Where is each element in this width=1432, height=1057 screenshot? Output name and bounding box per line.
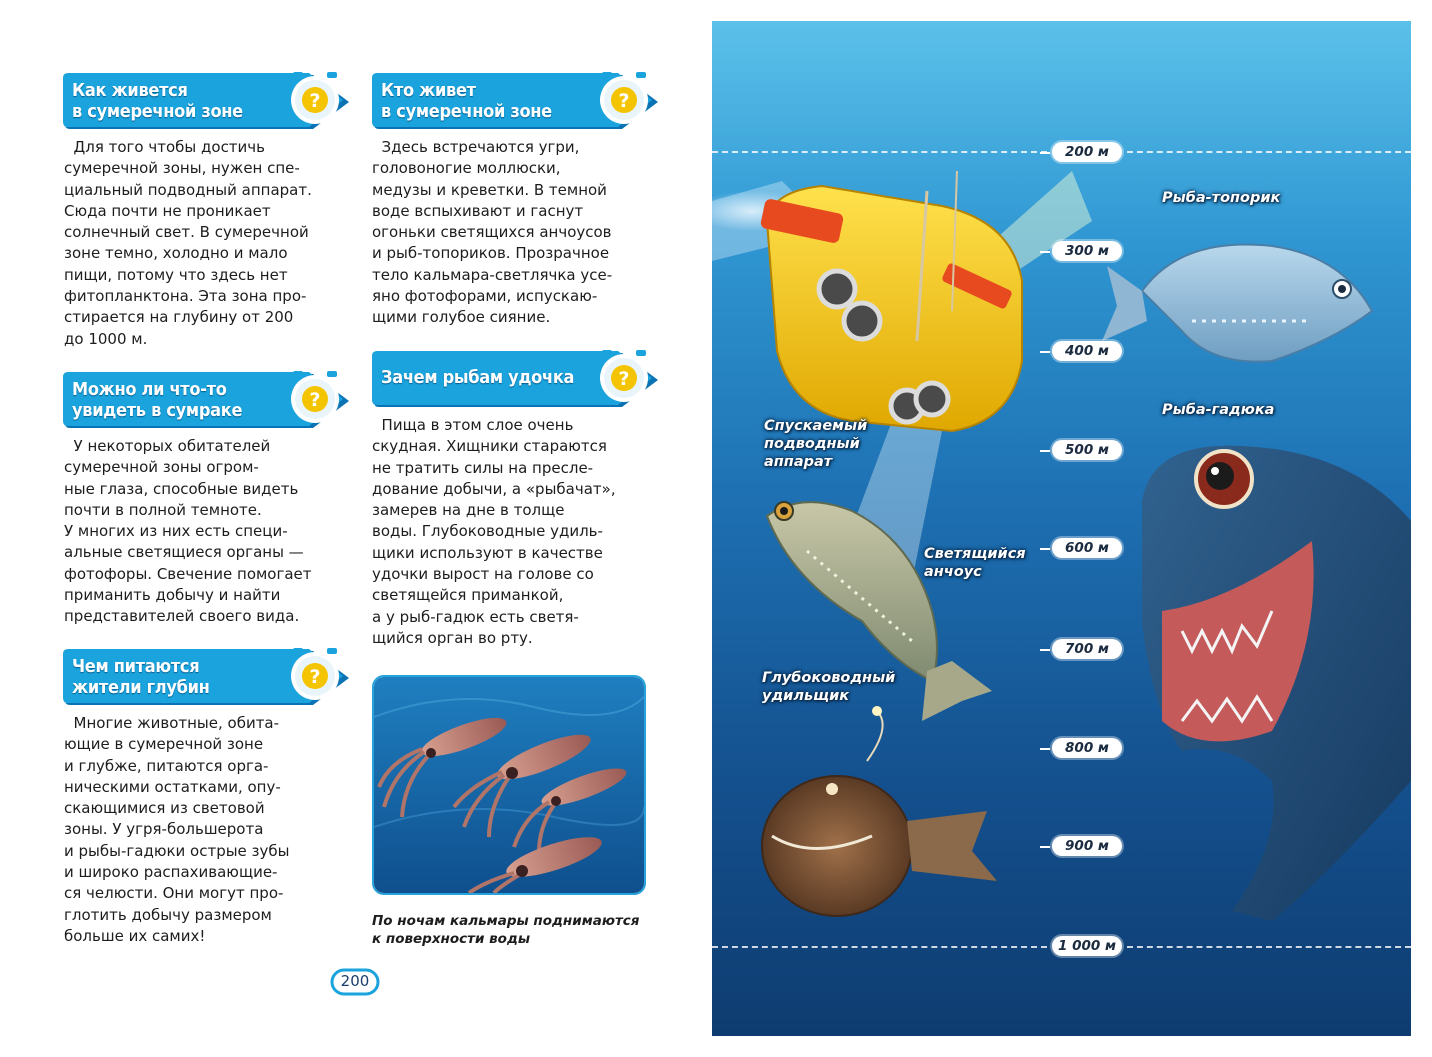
question-mark-icon (611, 365, 637, 391)
viperfish-illustration (1142, 446, 1411, 921)
depth-line-bottom (1127, 946, 1411, 948)
svg-text:?: ? (618, 90, 630, 112)
section-title: Чем питаются жители глубин (72, 656, 210, 698)
section-body-rod: Пища в этом слое очень скудная. Хищники стараются не тратить силы на пресле- дование добычи, а «рыбачат», замерев на дне в толще воды. Глубоководные удиль- щики используют в качестве удочки вырост на голове со светящейся приманкой, а у рыб-гадюк есть светя- щийся орган во рту. (372, 416, 616, 647)
depth-line-bottom (712, 946, 1047, 948)
label-viperfish: Рыба-гадюка (1162, 402, 1275, 418)
section-title: Можно ли что-то увидеть в сумраке (72, 379, 243, 421)
svg-text:?: ? (309, 666, 321, 688)
label-anglerfish: Глубоководный удильщик (762, 670, 896, 704)
question-mark-icon (302, 663, 328, 689)
anglerfish-illustration (762, 706, 997, 916)
section-title: Как живется в сумеречной зоне (72, 80, 243, 122)
depth-label: 600 м (1052, 538, 1122, 558)
squid-caption: По ночам кальмары поднимаются к поверхности воды (372, 913, 640, 947)
depth-line-top (1127, 151, 1411, 153)
hatchetfish-illustration (1102, 244, 1372, 361)
depth-label: 900 м (1052, 836, 1122, 856)
section-header-see (63, 371, 361, 431)
svg-text:?: ? (309, 389, 321, 411)
section-body-see: У некоторых обитателей сумеречной зоны огром- ные глаза, способные видеть почти в полной темноте. У многих из них есть специ- альные светящиеся органы — фотофоры. Свечение помогает приманить добычу и найти представителей своего вида. (64, 437, 312, 626)
depth-label: 800 м (1052, 738, 1122, 758)
question-mark-icon (611, 87, 637, 113)
section-body-life: Для того чтобы достичь сумеречной зоны, нужен спе- циальный подводный аппарат. Сюда почти не проникает солнечный свет. В сумеречной зоне темно, холодно и мало пищи, потому что здесь нет фитопланктона. Эта зона про- стирается на глубину от 200 до 1000 м. (64, 138, 312, 348)
section-header-food (63, 648, 361, 708)
page-number: 200 (330, 967, 380, 997)
section-body-who: Здесь встречаются угри, головоногие моллюски, медузы и креветки. В темной воде вспыхивают и гаснут огоньки светящихся анчоусов и рыб-топориков. Прозрачное тело кальмара-светлячка усе- яно фотофорами, испускаю- щими голубое сияние. (372, 138, 613, 327)
section-title: Кто живет в сумеречной зоне (381, 80, 552, 122)
section-header-rod (372, 350, 670, 410)
svg-text:?: ? (618, 368, 630, 390)
svg-text:?: ? (309, 90, 321, 112)
question-mark-icon (302, 87, 328, 113)
submersible-illustration (760, 171, 1022, 431)
depth-label: 700 м (1052, 639, 1122, 659)
depth-label: 200 м (1052, 142, 1122, 162)
section-header-life (63, 72, 361, 132)
depth-label: 300 м (1052, 241, 1122, 261)
depth-label: 1 000 м (1052, 936, 1122, 956)
label-lanternfish: Светящийся анчоус (924, 546, 1026, 580)
label-submersible: Спускаемый подводный аппарат (764, 418, 868, 470)
section-body-food: Многие животные, обита- ющие в сумеречной зоне и глубже, питаются орга- ническими остатками, опу- скающимися из световой зоны. У угря-большерота и рыбы-гадюки острые зубы и широко распахивающие- ся челюсти. Они могут про- глотить добычу размером больше их самих! (64, 714, 290, 945)
section-title: Зачем рыбам удочка (381, 367, 575, 388)
squid-illustration (372, 675, 646, 895)
depth-label: 500 м (1052, 440, 1122, 460)
section-header-who (372, 72, 670, 132)
depth-label: 400 м (1052, 341, 1122, 361)
question-mark-icon (302, 386, 328, 412)
label-hatchetfish: Рыба-топорик (1162, 190, 1281, 206)
right-page-ocean-illustration (712, 21, 1411, 1036)
depth-line-top (712, 151, 1047, 153)
